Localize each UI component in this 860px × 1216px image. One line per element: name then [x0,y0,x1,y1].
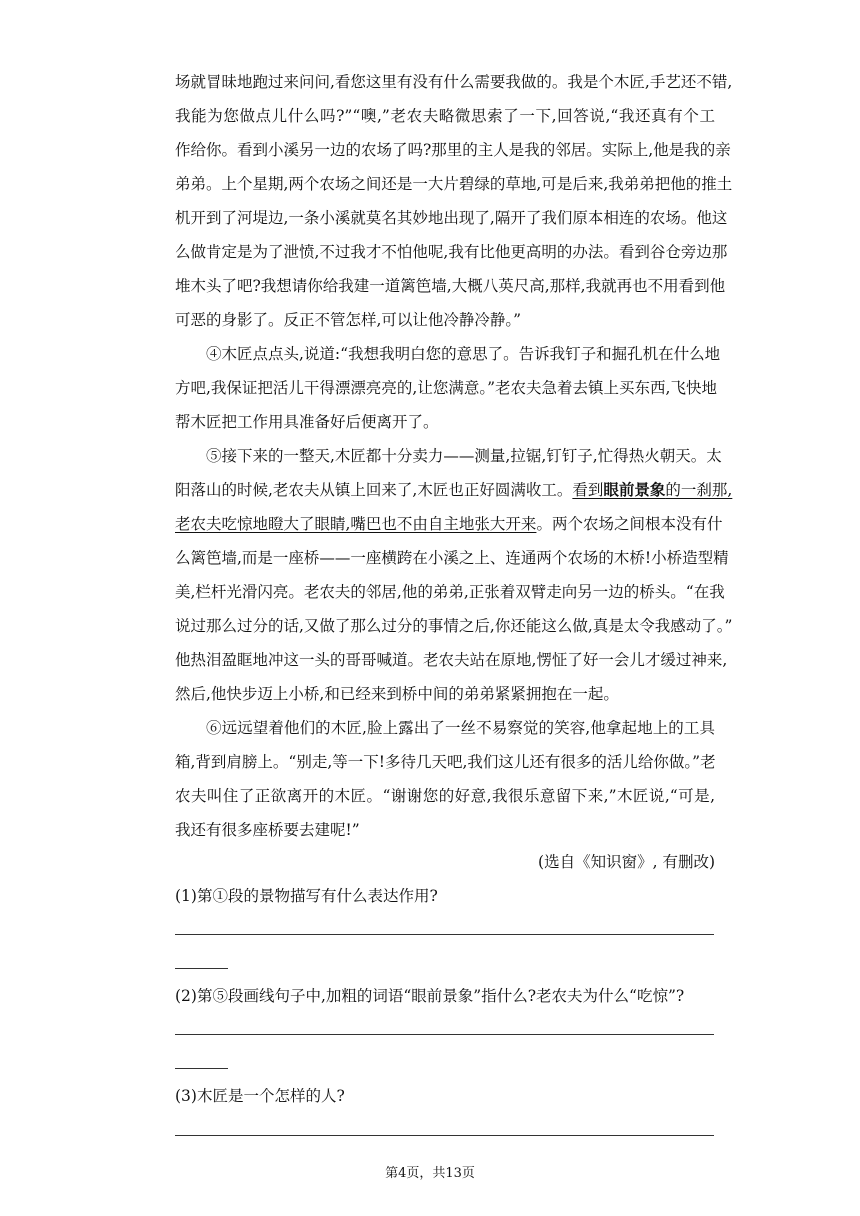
question-3: (3)木匠是一个怎样的人? [175,1087,345,1105]
source-citation: (选自《知识窗》, 有删改) [538,853,715,871]
page-number-footer: 第4页，共13页 [385,1166,475,1181]
bold-keyword: 眼前景象 [603,480,666,499]
passage-line: 场就冒昧地跑过来问问,看您这里有没有什么需要我做的。我是个木匠,手艺还不错, [175,73,733,91]
underlined-text: 看到 [572,481,604,499]
plain-text: 阳落山的时候,老农夫从镇上回来了,木匠也正好圆满收工。 [175,481,573,499]
paragraph-4-line: ④木匠点点头,说道:“我想我明白您的意思了。告诉我钉子和掘孔机在什么地 [206,345,721,363]
passage-line: 机开到了河堤边,一条小溪就莫名其妙地出现了,隔开了我们原本相连的农场。他这 [175,209,728,227]
answer-line-short[interactable] [175,968,228,969]
paragraph-5-line: 美,栏杆光滑闪亮。老农夫的邻居,他的弟弟,正张着双臂走向另一边的桥头。“在我 [175,583,725,601]
underlined-sentence: 老农夫吃惊地瞪大了眼睛,嘴巴也不由自主地张大开来 [175,515,537,533]
answer-line[interactable] [175,1135,714,1136]
paragraph-5-line: 他热泪盈眶地冲这一头的哥哥喊道。老农夫站在原地,愣怔了好一会儿才缓过神来, [175,651,728,669]
paragraph-5-line: 么篱笆墙,而是一座桥——一座横跨在小溪之上、连通两个农场的木桥!小桥造型精 [175,549,729,567]
paragraph-5-line: ⑤接下来的一整天,木匠都十分卖力——测量,拉锯,钉钉子,忙得热火朝天。太 [206,447,722,465]
underlined-text: 的一刹那, [665,481,733,499]
paragraph-6-line: ⑥远远望着他们的木匠,脸上露出了一丝不易察觉的笑容,他拿起地上的工具 [206,719,715,737]
passage-line: 么做肯定是为了泄愤,不过我才不怕他呢,我有比他更高明的办法。看到谷仓旁边那 [175,243,728,261]
paragraph-4-line: 方吧,我保证把活儿干得漂漂亮亮的,让您满意。”老农夫急着去镇上买东西,飞快地 [175,379,717,397]
plain-text: 。两个农场之间根本没有什 [536,515,723,533]
answer-line-short[interactable] [175,1068,228,1069]
passage-line: 作给你。看到小溪另一边的农场了吗?那里的主人是我的邻居。实际上,他是我的亲 [175,141,731,159]
paragraph-6-line: 农夫叫住了正欲离开的木匠。“谢谢您的好意,我很乐意留下来,”木匠说,“可是, [175,787,715,805]
paragraph-6-line: 箱,背到肩膀上。“别走,等一下!多待几天吧,我们这儿还有很多的活儿给你做。”老 [175,753,716,771]
question-2: (2)第⑤段画线句子中,加粗的词语“眼前景象”指什么?老农夫为什么“吃惊”? [175,987,685,1005]
paragraph-5-line [175,514,723,534]
paragraph-4-line: 帮木匠把工作用具准备好后便离开了。 [175,413,439,431]
question-1: (1)第①段的景物描写有什么表达作用? [175,887,438,905]
paragraph-6-line: 我还有很多座桥要去建呢!” [175,821,360,839]
answer-line[interactable] [175,934,714,935]
paragraph-5-line: 说过那么过分的话,又做了那么过分的事情之后,你还能这么做,真是太令我感动了。” [175,617,733,635]
passage-line: 我能为您做点儿什么吗?”“噢,”老农夫略微思索了一下,回答说,“我还真有个工 [175,107,715,125]
paragraph-5-line: 然后,他快步迈上小桥,和已经来到桥中间的弟弟紧紧拥抱在一起。 [175,685,619,703]
passage-line: 可恶的身影了。反正不管怎样,可以让他冷静冷静。” [175,311,522,329]
passage-line: 堆木头了吧?我想请你给我建一道篱笆墙,大概八英尺高,那样,我就再也不用看到他 [175,277,726,295]
answer-line[interactable] [175,1034,714,1035]
passage-line: 弟弟。上个星期,两个农场之间还是一大片碧绿的草地,可是后来,我弟弟把他的推土 [175,175,733,193]
paragraph-5-line [175,480,733,500]
